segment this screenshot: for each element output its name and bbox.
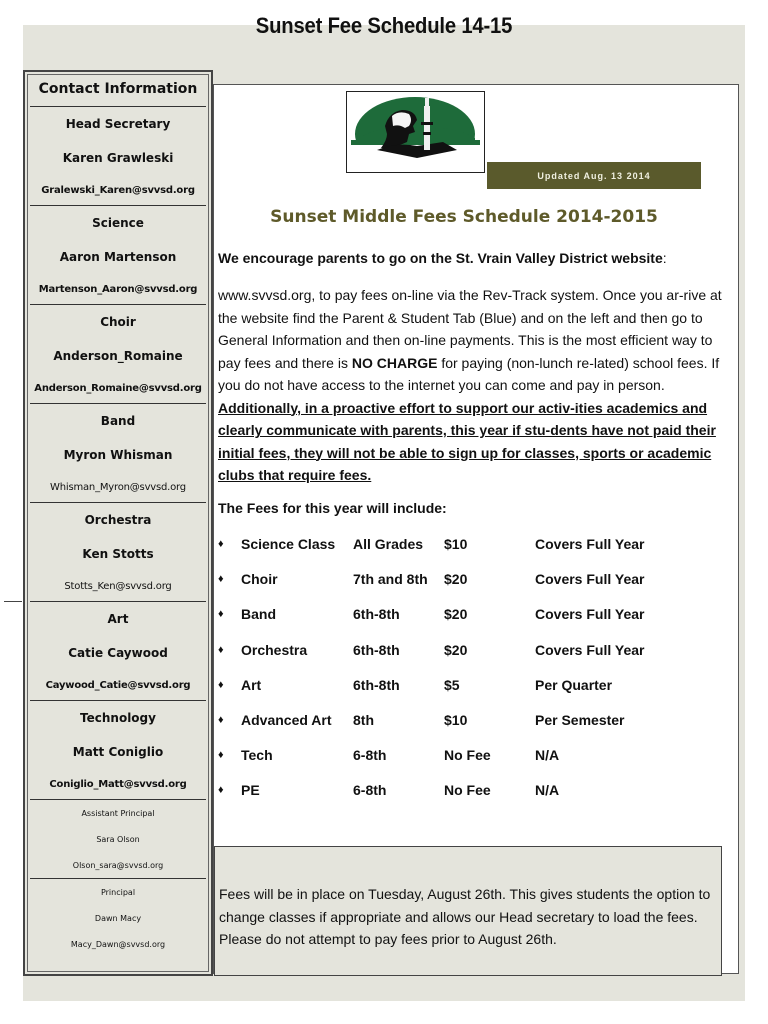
fee-grades: 6th-8th	[353, 676, 400, 693]
contact-sidebar	[23, 70, 213, 976]
contact-group	[30, 206, 206, 305]
fee-amount: $5	[444, 676, 460, 693]
fee-note: Covers Full Year	[535, 641, 645, 658]
fee-grades: All Grades	[353, 536, 424, 552]
fee-note: Covers Full Year	[535, 571, 645, 588]
sunset-logo-icon	[347, 92, 484, 172]
fee-item: Band	[241, 606, 276, 623]
fee-note: Covers Full Year	[535, 606, 645, 623]
fee-item: Tech	[241, 747, 273, 764]
bullet-icon: ♦	[218, 608, 224, 621]
schedule-subtitle: Sunset Middle Fees Schedule 2014-2015	[270, 207, 658, 227]
contact-role: Art	[107, 612, 129, 626]
no-charge-text: NO CHARGE	[351, 354, 438, 371]
fee-grades: 6th-8th	[353, 606, 400, 623]
para-part-1: www.svvsd.org, to pay fees on-line via the Rev-Track system. Once you ar-rive at the website find the Parent & Student Tab (Blue) and on the left and then go to General Information and then on-line payments. This is the most efficient way to pay fees and there is	[218, 287, 722, 371]
fee-item: Science Class	[241, 536, 336, 552]
contact-group	[30, 305, 206, 404]
fee-amount: No Fee	[444, 747, 491, 764]
contact-name: Karen Grawleski	[62, 151, 174, 165]
para-part-2: for paying (non-lunch re-lated) school fees. If you do not have access to the internet you can come and pay in person.	[218, 354, 720, 393]
contact-email[interactable]: Macy_Dawn@svvsd.org	[70, 939, 166, 949]
fee-item: PE	[241, 782, 260, 799]
school-logo	[346, 91, 485, 173]
intro-line	[218, 250, 728, 266]
fee-grades: 6-8th	[353, 782, 387, 799]
intro-colon: :	[662, 250, 667, 266]
updated-banner: Updated Aug. 13 2014	[487, 162, 701, 189]
bullet-icon: ♦	[218, 538, 224, 550]
contact-role: Technology	[80, 711, 156, 725]
fees-heading: The Fees for this year will include:	[218, 500, 447, 516]
contact-email[interactable]: Whisman_Myron@svvsd.org	[50, 481, 186, 493]
bullet-icon: ♦	[218, 749, 224, 762]
fee-policy-notice: Additionally, in a proactive effort to support our activ-ities academics and clearly communicate with parents, this year if stu-dents have not paid their initial fees, they will not be able to sign up for classes, sports or academic clubs that require fees.	[218, 399, 716, 483]
contact-role: Science	[92, 216, 144, 230]
fee-amount: $10	[444, 712, 468, 728]
intro-text: We encourage parents to go on the St. Vrain Valley District website	[218, 250, 663, 266]
fee-grades: 6th-8th	[353, 641, 400, 658]
contact-group	[30, 503, 206, 602]
fee-amount: $20	[444, 571, 468, 588]
contact-name: Matt Coniglio	[72, 745, 164, 759]
fee-amount: $10	[444, 536, 468, 552]
contact-role: Head Secretary	[65, 117, 171, 131]
contact-name: Aaron Martenson	[59, 250, 177, 264]
contact-email[interactable]: Anderson_Romaine@svvsd.org	[34, 382, 202, 394]
fee-note: Covers Full Year	[535, 536, 645, 552]
contact-name: Dawn Macy	[94, 913, 142, 923]
fee-note: N/A	[535, 747, 560, 764]
fee-row	[218, 712, 718, 732]
fee-grades: 6-8th	[353, 747, 387, 764]
fee-row	[218, 642, 718, 662]
fee-amount: No Fee	[444, 782, 491, 799]
page-title: Sunset Fee Schedule 14-15	[255, 13, 513, 38]
contact-role: Band	[100, 414, 136, 428]
contact-name: Ken Stotts	[82, 547, 154, 561]
fee-item: Art	[241, 676, 262, 693]
contact-role: Orchestra	[84, 513, 152, 527]
contact-email[interactable]: Caywood_Catie@svvsd.org	[45, 679, 191, 691]
fee-amount: $20	[444, 641, 468, 658]
contact-group	[30, 602, 206, 701]
fee-row	[218, 571, 718, 591]
payment-instructions	[218, 284, 730, 487]
fee-item: Orchestra	[241, 641, 308, 658]
contact-group	[30, 701, 206, 800]
fee-item: Choir	[241, 571, 278, 588]
fee-row	[218, 536, 718, 556]
fee-row	[218, 747, 718, 767]
contact-heading: Contact Information	[30, 72, 206, 107]
fee-row	[218, 677, 718, 697]
fee-note: Per Quarter	[535, 676, 613, 693]
bullet-icon: ♦	[218, 714, 224, 726]
contact-role: Assistant Principal	[81, 808, 155, 818]
contact-role: Principal	[100, 887, 136, 897]
contact-name: Sara Olson	[96, 834, 140, 844]
contact-role: Choir	[100, 315, 136, 329]
fee-row	[218, 606, 718, 626]
fee-item: Advanced Art	[241, 712, 332, 728]
fee-note: N/A	[535, 782, 560, 799]
contact-name: Anderson_Romaine	[53, 349, 183, 363]
bullet-icon: ♦	[218, 784, 224, 797]
fee-amount: $20	[444, 606, 468, 623]
margin-tick	[4, 601, 22, 602]
fee-grades: 7th and 8th	[353, 571, 428, 588]
contact-group	[30, 800, 206, 879]
contact-group	[30, 879, 206, 957]
fee-note: Per Semester	[535, 712, 625, 728]
fee-row	[218, 782, 718, 802]
contact-email[interactable]: Gralewski_Karen@svvsd.org	[41, 184, 195, 196]
bullet-icon: ♦	[218, 643, 224, 656]
contact-group	[30, 107, 206, 206]
contact-group	[30, 404, 206, 503]
contact-name: Myron Whisman	[63, 448, 173, 462]
bullet-icon: ♦	[218, 573, 224, 586]
contact-email[interactable]: Stotts_Ken@svvsd.org	[64, 580, 172, 592]
contact-email[interactable]: Martenson_Aaron@svvsd.org	[38, 283, 198, 295]
contact-email[interactable]: Coniglio_Matt@svvsd.org	[49, 778, 187, 790]
fee-grades: 8th	[353, 712, 374, 728]
bullet-icon: ♦	[218, 678, 224, 691]
notice-text: Fees will be in place on Tuesday, August 26th. This gives students the option to change classes if appropriate and allows our Head secretary to load the fees. Please do not attempt to pay fees prior to August 26th.	[219, 886, 711, 947]
contact-email[interactable]: Olson_sara@svvsd.org	[72, 860, 164, 870]
contact-name: Catie Caywood	[68, 646, 168, 660]
